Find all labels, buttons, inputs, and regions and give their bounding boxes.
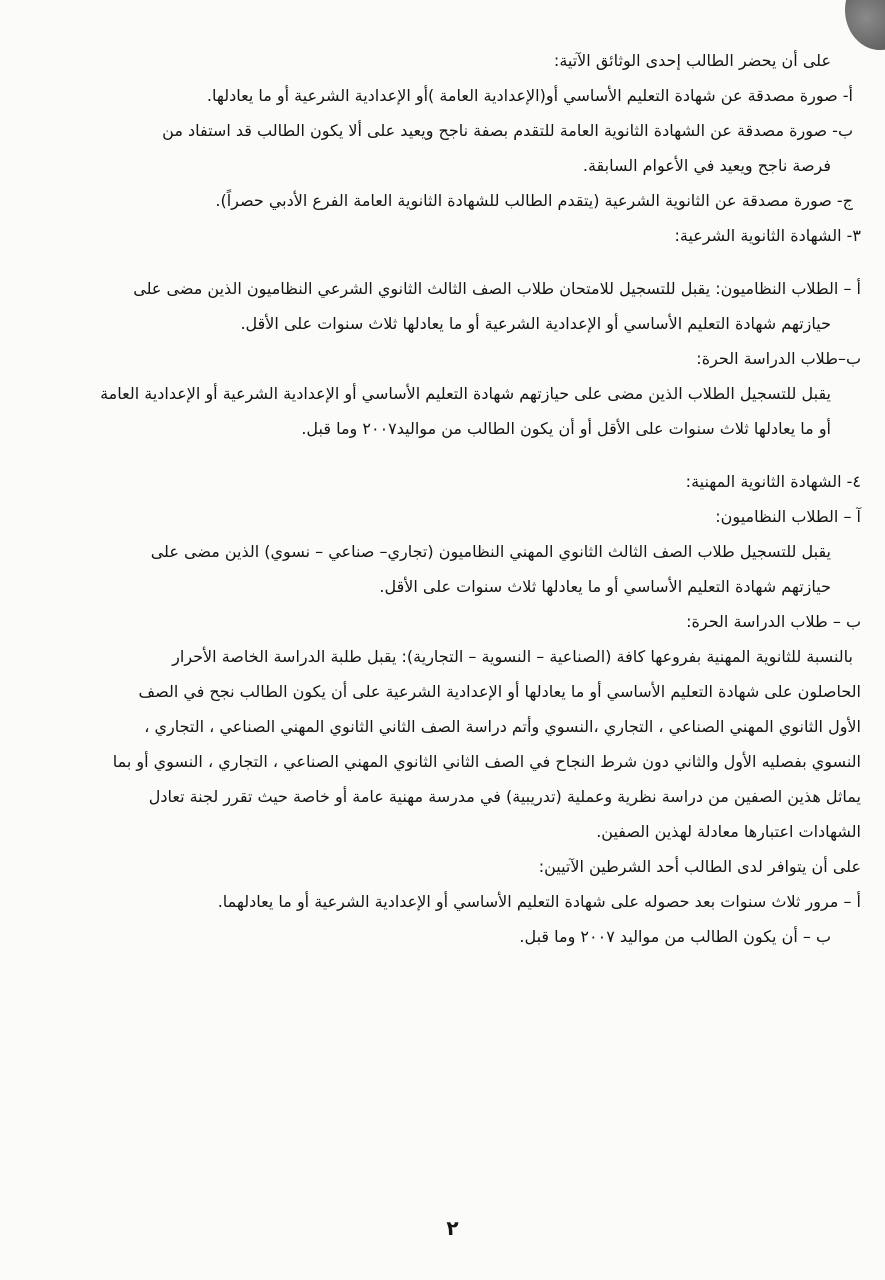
section-4b-heading: ب – طلاب الدراسة الحرة:	[686, 612, 861, 631]
section-3b-heading: ب–طلاب الدراسة الحرة:	[696, 349, 861, 368]
section-3-heading: ٣- الشهادة الثانوية الشرعية:	[674, 226, 861, 245]
section-4a-para: يقبل للتسجيل طلاب الصف الثالث الثانوي المهني النظاميون (تجاري– صناعي – نسوي) الذين مضى على	[150, 542, 831, 561]
section-4a-cont: حيازتهم شهادة التعليم الأساسي أو ما يعادلها ثلاث سنوات على الأقل.	[379, 577, 831, 596]
condition-b: ب – أن يكون الطالب من مواليد ٢٠٠٧ وما قبل.	[519, 927, 831, 946]
documents-intro: على أن يحضر الطالب إحدى الوثائق الآتية:	[553, 51, 831, 70]
list-item-b-cont: فرصة ناجح ويعيد في الأعوام السابقة.	[582, 156, 831, 175]
section-4b-para-1: بالنسبة للثانوية المهنية بفروعها كافة (الصناعية – النسوية – التجارية): يقبل طلبة الدراسة الخاصة الأحرار	[172, 647, 853, 666]
list-item-a: أ- صورة مصدقة عن شهادة التعليم الأساسي أو(الإعدادية العامة )أو الإعدادية الشرعية أو ما يعادلها.	[206, 86, 853, 105]
section-4b-para-4: النسوي بفصليه الأول والثاني دون شرط النجاح في الصف الثاني الثانوي المهني الصناعي ، التجاري ، النسوي أو بما	[112, 752, 861, 771]
condition-a: أ – مرور ثلاث سنوات بعد حصوله على شهادة التعليم الأساسي أو الإعدادية الشرعية أو ما يعادلهما.	[217, 892, 861, 911]
list-item-b: ب- صورة مصدقة عن الشهادة الثانوية العامة للتقدم بصفة ناجح ويعيد على ألا يكون الطالب قد استفاد من	[162, 121, 853, 140]
section-4a-heading: آ – الطلاب النظاميون:	[715, 507, 861, 526]
section-3a-para: أ – الطلاب النظاميون: يقبل للتسجيل للامتحان طلاب الصف الثالث الثانوي الشرعي النظاميون الذين مضى على	[133, 279, 861, 298]
conditions-intro: على أن يتوافر لدى الطالب أحد الشرطين الآتيين:	[538, 857, 861, 876]
list-item-c: ج- صورة مصدقة عن الثانوية الشرعية (يتقدم الطالب للشهادة الثانوية العامة الفرع الأدبي حصراً).	[215, 191, 853, 210]
section-4b-para-3: الأول الثانوي المهني الصناعي ، التجاري ،النسوي وأتم دراسة الصف الثاني الثانوي المهني الصناعي ، التجاري ،	[144, 717, 861, 736]
section-4-heading: ٤- الشهادة الثانوية المهنية:	[685, 472, 861, 491]
page-number: ٢	[446, 1216, 459, 1240]
section-3b-para: يقبل للتسجيل الطلاب الذين مضى على حيازتهم شهادة التعليم الأساسي أو الإعدادية الشرعية أو الإعدادية العامة	[100, 384, 831, 403]
section-4b-para-5: يماثل هذين الصفين من دراسة نظرية وعملية (تدريبية) في مدرسة مهنية عامة أو خاصة حيث تقرر لجنة تعادل	[148, 787, 861, 806]
section-3b-cont: أو ما يعادلها ثلاث سنوات على الأقل أو أن يكون الطالب من مواليد٢٠٠٧ وما قبل.	[301, 419, 831, 438]
section-4b-para-6: الشهادات اعتبارها معادلة لهذين الصفين.	[596, 822, 861, 841]
section-4b-para-2: الحاصلون على شهادة التعليم الأساسي أو ما يعادلها أو الإعدادية الشرعية على أن يكون الطالب نجح في الصف	[138, 682, 861, 701]
section-3a-cont: حيازتهم شهادة التعليم الأساسي أو الإعدادية الشرعية أو ما يعادلها ثلاث سنوات على الأقل.	[240, 314, 831, 333]
